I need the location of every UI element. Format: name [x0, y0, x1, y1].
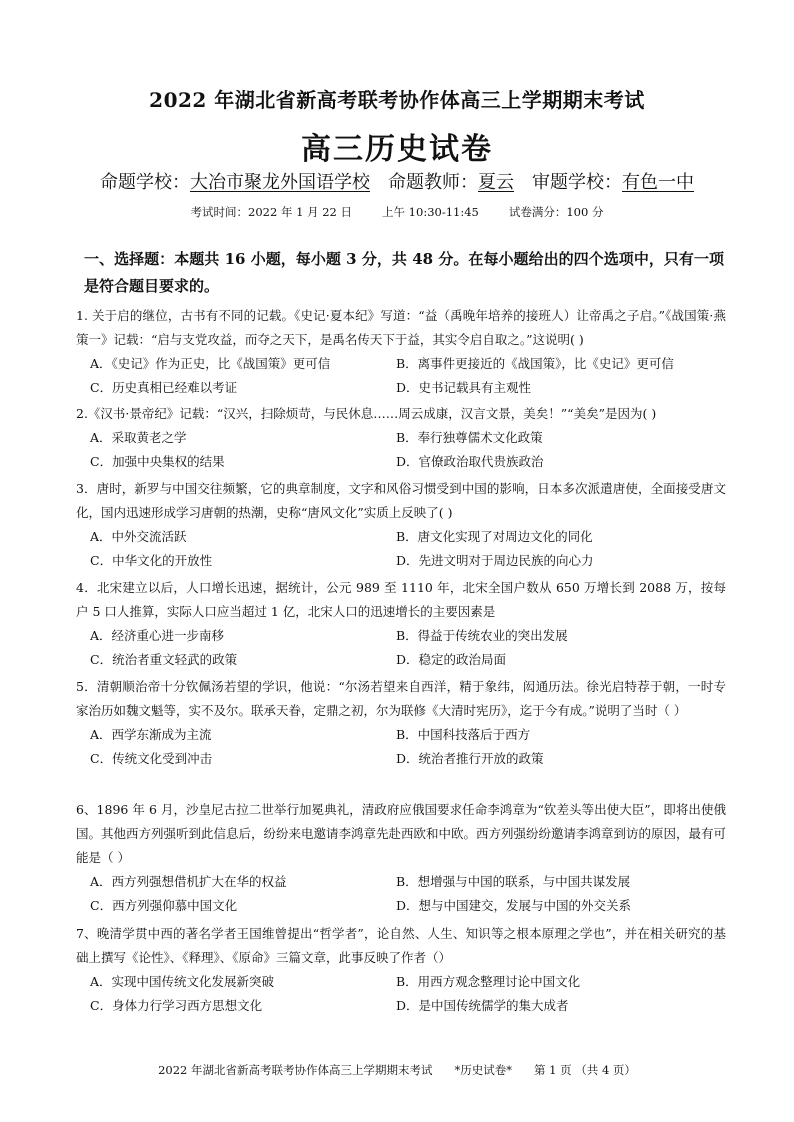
option-b: B．用西方观念整理讨论中国文化 — [396, 974, 581, 989]
option-b: B．奉行独尊儒术文化政策 — [396, 430, 543, 445]
question-stem: 3．唐时，新罗与中国交往频繁，它的典章制度，文字和风俗习惯受到中国的影响，日本多次派遣唐使，全面接受唐文化，国内迅速形成学习唐朝的热潮，史称“唐风文化”实质上反映了( ) — [76, 481, 726, 520]
question-4 — [76, 576, 726, 672]
question-stem: 5．清朝顺治帝十分钦佩汤若望的学识，他说：“尔汤若望来自西洋，精于象纬，闳通历法。徐光启特荐于朝，一时专家治历如魏文魁等，实不及尔。联承天眷，定鼎之初，尔为联修《大清时宪历》，迄于今有成。”说明了当时（ ） — [76, 679, 726, 718]
option-d: D．是中国传统儒学的集大成者 — [396, 998, 569, 1013]
question-stem: 1. 关于启的继位，古书有不同的记载。《史记·夏本纪》写道：“益（禹晚年培养的接班人）让帝禹之子启。”《战国策·燕策一》记载：“启与支党攻益，而夺之天下，是禹名传天下于益，其实令启自取之。”这说明( ) — [76, 308, 726, 347]
school-label: 命题学校： — [100, 172, 190, 193]
question-stem: 7、晚清学贯中西的著名学者王国维曾提出“哲学者”，论自然、人生、知识等之根本原理之学也”，并在相关研究的基础上撰写《论性》、《释理》、《原命》三篇文章，此事反映了作者（） — [76, 926, 726, 965]
option-b: B．中国科技落后于西方 — [396, 727, 531, 742]
exam-time-range: 上午 10:30-11:45 — [382, 205, 479, 219]
option-list — [76, 723, 726, 771]
option-a: A．《史记》作为正史，比《战国策》更可信 — [90, 356, 331, 371]
option-d: D．想与中国建交，发展与中国的外交关系 — [396, 898, 632, 913]
option-c: C．加强中央集权的结果 — [90, 454, 225, 469]
question-2 — [76, 402, 726, 474]
option-d: D．稳定的政治局面 — [396, 652, 507, 667]
option-list — [76, 870, 726, 918]
option-b: B．得益于传统农业的突出发展 — [396, 628, 568, 643]
option-d: D．史书记载具有主观性 — [396, 380, 532, 395]
teacher-label: 命题教师： — [388, 172, 478, 193]
question-stem: 2.《汉书·景帝纪》记载：“汉兴，扫除烦苛，与民休息……周云成康，汉言文景，美矣！”“美矣”是因为( ) — [76, 406, 657, 421]
exam-date: 考试时间：2022 年 1 月 22 日 — [190, 205, 353, 219]
option-c: C．中华文化的开放性 — [90, 553, 213, 568]
question-5 — [76, 675, 726, 771]
option-c: C．传统文化受到冲击 — [90, 751, 213, 766]
option-list — [76, 624, 726, 672]
option-list — [76, 352, 726, 400]
question-7 — [76, 922, 726, 1018]
option-b: B．唐文化实现了对周边文化的同化 — [396, 529, 593, 544]
option-a: A．实现中国传统文化发展新突破 — [90, 974, 275, 989]
review-label: 审题学校： — [532, 172, 622, 193]
option-a: A．经济重心进一步南移 — [90, 628, 225, 643]
option-list — [76, 525, 726, 573]
option-c: C．统治者重文轻武的政策 — [90, 652, 238, 667]
question-6 — [76, 798, 726, 918]
paper-title: 高三历史试卷 — [301, 132, 493, 167]
question-stem: 6、1896 年 6 月，沙皇尼古拉二世举行加冕典礼，清政府应俄国要求任命李鸿章为“钦差头等出使大臣”，即将出使俄国。其他西方列强听到此信息后，纷纷来电邀请李鸿章先赴西欧和中欧。西方列强纷纷邀请李鸿章到访的原因，最有可能是（ ） — [76, 802, 727, 865]
page-footer — [0, 1062, 794, 1078]
option-d: D．统治者推行开放的政策 — [396, 751, 544, 766]
author-info — [0, 168, 794, 194]
option-b: B．离事件更接近的《战国策》，比《史记》更可信 — [396, 356, 674, 371]
full-score: 试卷满分：100 分 — [508, 205, 604, 219]
option-c: C．历史真相已经难以考证 — [90, 380, 238, 395]
option-a: A．西学东渐成为主流 — [90, 727, 212, 742]
question-3 — [76, 477, 726, 573]
review-school: 有色一中 — [622, 172, 694, 193]
option-a: A．西方列强想借机扩大在华的权益 — [90, 874, 287, 889]
footer-subject: *历史试卷* — [454, 1063, 512, 1077]
option-c: C．身体力行学习西方思想文化 — [90, 998, 263, 1013]
option-a: A．中外交流活跃 — [90, 529, 187, 544]
school-name: 大冶市聚龙外国语学校 — [190, 172, 370, 193]
page-number: 第 1 页 （共 4 页） — [534, 1063, 636, 1077]
option-d: D．先进文明对于周边民族的向心力 — [396, 553, 594, 568]
exam-time-line — [0, 204, 794, 220]
option-list — [76, 426, 726, 474]
option-a: A．采取黄老之学 — [90, 430, 187, 445]
option-b: B．想增强与中国的联系，与中国共谋发展 — [396, 874, 631, 889]
section-heading: 一、选择题：本题共 16 小题，每小题 3 分，共 48 分。在每小题给出的四个选项中，只有一项是符合题目要求的。 — [84, 250, 724, 295]
teacher-name: 夏云 — [478, 172, 514, 193]
option-list — [76, 970, 726, 1018]
exam-title: 2022 年湖北省新高考联考协作体高三上学期期末考试 — [149, 88, 645, 112]
option-d: D．官僚政治取代贵族政治 — [396, 454, 544, 469]
question-stem: 4．北宋建立以后，人口增长迅速，据统计，公元 989 至 1110 年，北宋全国户数从 650 万增长到 2088 万，按每户 5 口人推算，实际人口应当超过 1 亿，北宋人口的迅速增长的主要因素是 — [76, 580, 726, 619]
question-1 — [76, 304, 726, 400]
footer-exam-name: 2022 年湖北省新高考联考协作体高三上学期期末考试 — [158, 1063, 433, 1077]
option-c: C．西方列强仰慕中国文化 — [90, 898, 238, 913]
